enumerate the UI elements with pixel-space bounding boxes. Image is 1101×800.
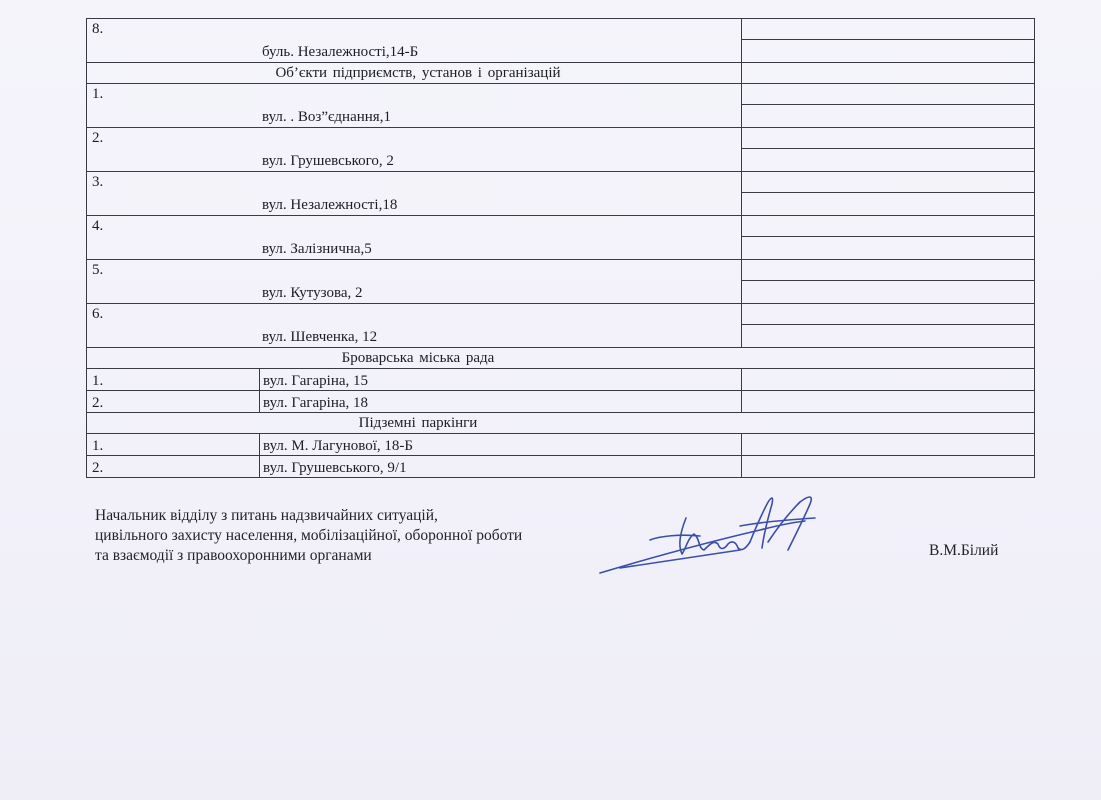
- address-text: вул. . Воз”єднання,1: [262, 109, 391, 125]
- addresses-table: [86, 18, 1035, 478]
- table-row: [87, 304, 1034, 348]
- address-cell: [259, 19, 741, 62]
- empty-cell: [741, 369, 1034, 390]
- row-number: 2.: [92, 460, 104, 476]
- row-number-cell: [87, 216, 259, 259]
- address-text: буль. Незалежності,14-Б: [262, 44, 419, 60]
- row-number: 1.: [92, 86, 104, 102]
- row-number-cell: [87, 19, 259, 62]
- section-header-row: [87, 348, 1034, 369]
- signatory-name: В.М.Білий: [929, 542, 999, 559]
- table-row: [87, 260, 1034, 304]
- address-cell: [259, 369, 741, 390]
- position-line-2: цивільного захисту населення, мобілізаційної, оборонної роботи: [95, 527, 523, 544]
- empty-cell: [741, 391, 1034, 412]
- row-number-cell: [87, 369, 259, 390]
- row-number-cell: [87, 128, 259, 171]
- address-cell: [259, 456, 741, 477]
- address-cell: [259, 434, 741, 455]
- cell-divider: [742, 324, 1034, 325]
- address-text: вул. Грушевського, 9/1: [263, 460, 407, 476]
- address-cell: [259, 391, 741, 412]
- section-title: Об’єкти підприємств, установ і організацій: [275, 65, 561, 81]
- position-line-1: Начальник відділу з питань надзвичайних ситуацій,: [95, 507, 438, 524]
- row-number: 8.: [92, 21, 104, 37]
- row-number: 3.: [92, 174, 104, 190]
- table-row: [87, 128, 1034, 172]
- table-row: [87, 216, 1034, 260]
- row-number-cell: [87, 304, 259, 347]
- row-number-cell: [87, 391, 259, 412]
- section-title: Броварська міська рада: [341, 350, 495, 366]
- row-number: 2.: [92, 130, 104, 146]
- row-number: 5.: [92, 262, 104, 278]
- address-text: вул. Залізнична,5: [262, 241, 372, 257]
- section-header-row: [87, 413, 1034, 434]
- address-text: вул. М. Лагунової, 18-Б: [263, 438, 413, 454]
- empty-cell: [741, 172, 1034, 215]
- row-number-cell: [87, 456, 259, 477]
- table-row: [87, 434, 1034, 456]
- empty-cell: [741, 434, 1034, 455]
- address-cell: [259, 84, 741, 127]
- row-number-cell: [87, 434, 259, 455]
- address-cell: [259, 304, 741, 347]
- cell-divider: [742, 104, 1034, 105]
- empty-cell: [741, 260, 1034, 303]
- row-number: 4.: [92, 218, 104, 234]
- table-row: [87, 391, 1034, 413]
- address-cell: [259, 260, 741, 303]
- empty-cell: [741, 128, 1034, 171]
- row-number-cell: [87, 260, 259, 303]
- address-text: вул. Гагаріна, 18: [263, 395, 369, 411]
- address-cell: [259, 172, 741, 215]
- empty-cell: [741, 304, 1034, 347]
- address-text: вул. Гагаріна, 15: [263, 373, 369, 389]
- cell-divider: [742, 148, 1034, 149]
- empty-cell: [741, 19, 1034, 62]
- address-text: вул. Грушевського, 2: [262, 153, 394, 169]
- handwritten-signature: [590, 478, 840, 588]
- address-cell: [259, 128, 741, 171]
- empty-cell: [741, 63, 1034, 83]
- section-title: Підземні паркінги: [358, 415, 478, 431]
- table-row: [87, 19, 1034, 63]
- row-number-cell: [87, 84, 259, 127]
- address-text: вул. Кутузова, 2: [262, 285, 363, 301]
- empty-cell: [741, 216, 1034, 259]
- table-row: [87, 84, 1034, 128]
- address-cell: [259, 216, 741, 259]
- address-text: вул. Незалежності,18: [262, 197, 398, 213]
- table-row: [87, 172, 1034, 216]
- cell-divider: [742, 236, 1034, 237]
- position-title: [95, 506, 522, 566]
- row-number: 2.: [92, 395, 104, 411]
- cell-divider: [742, 39, 1034, 40]
- row-number: 6.: [92, 306, 104, 322]
- cell-divider: [742, 192, 1034, 193]
- table-row: [87, 456, 1034, 478]
- row-number: 1.: [92, 373, 104, 389]
- row-number-cell: [87, 172, 259, 215]
- empty-cell: [741, 84, 1034, 127]
- position-line-3: та взаємодії з правоохоронними органами: [95, 547, 372, 564]
- table-row: [87, 369, 1034, 391]
- empty-cell: [741, 456, 1034, 477]
- address-text: вул. Шевченка, 12: [262, 329, 378, 345]
- section-header-row: [87, 63, 1034, 84]
- row-number: 1.: [92, 438, 104, 454]
- cell-divider: [742, 280, 1034, 281]
